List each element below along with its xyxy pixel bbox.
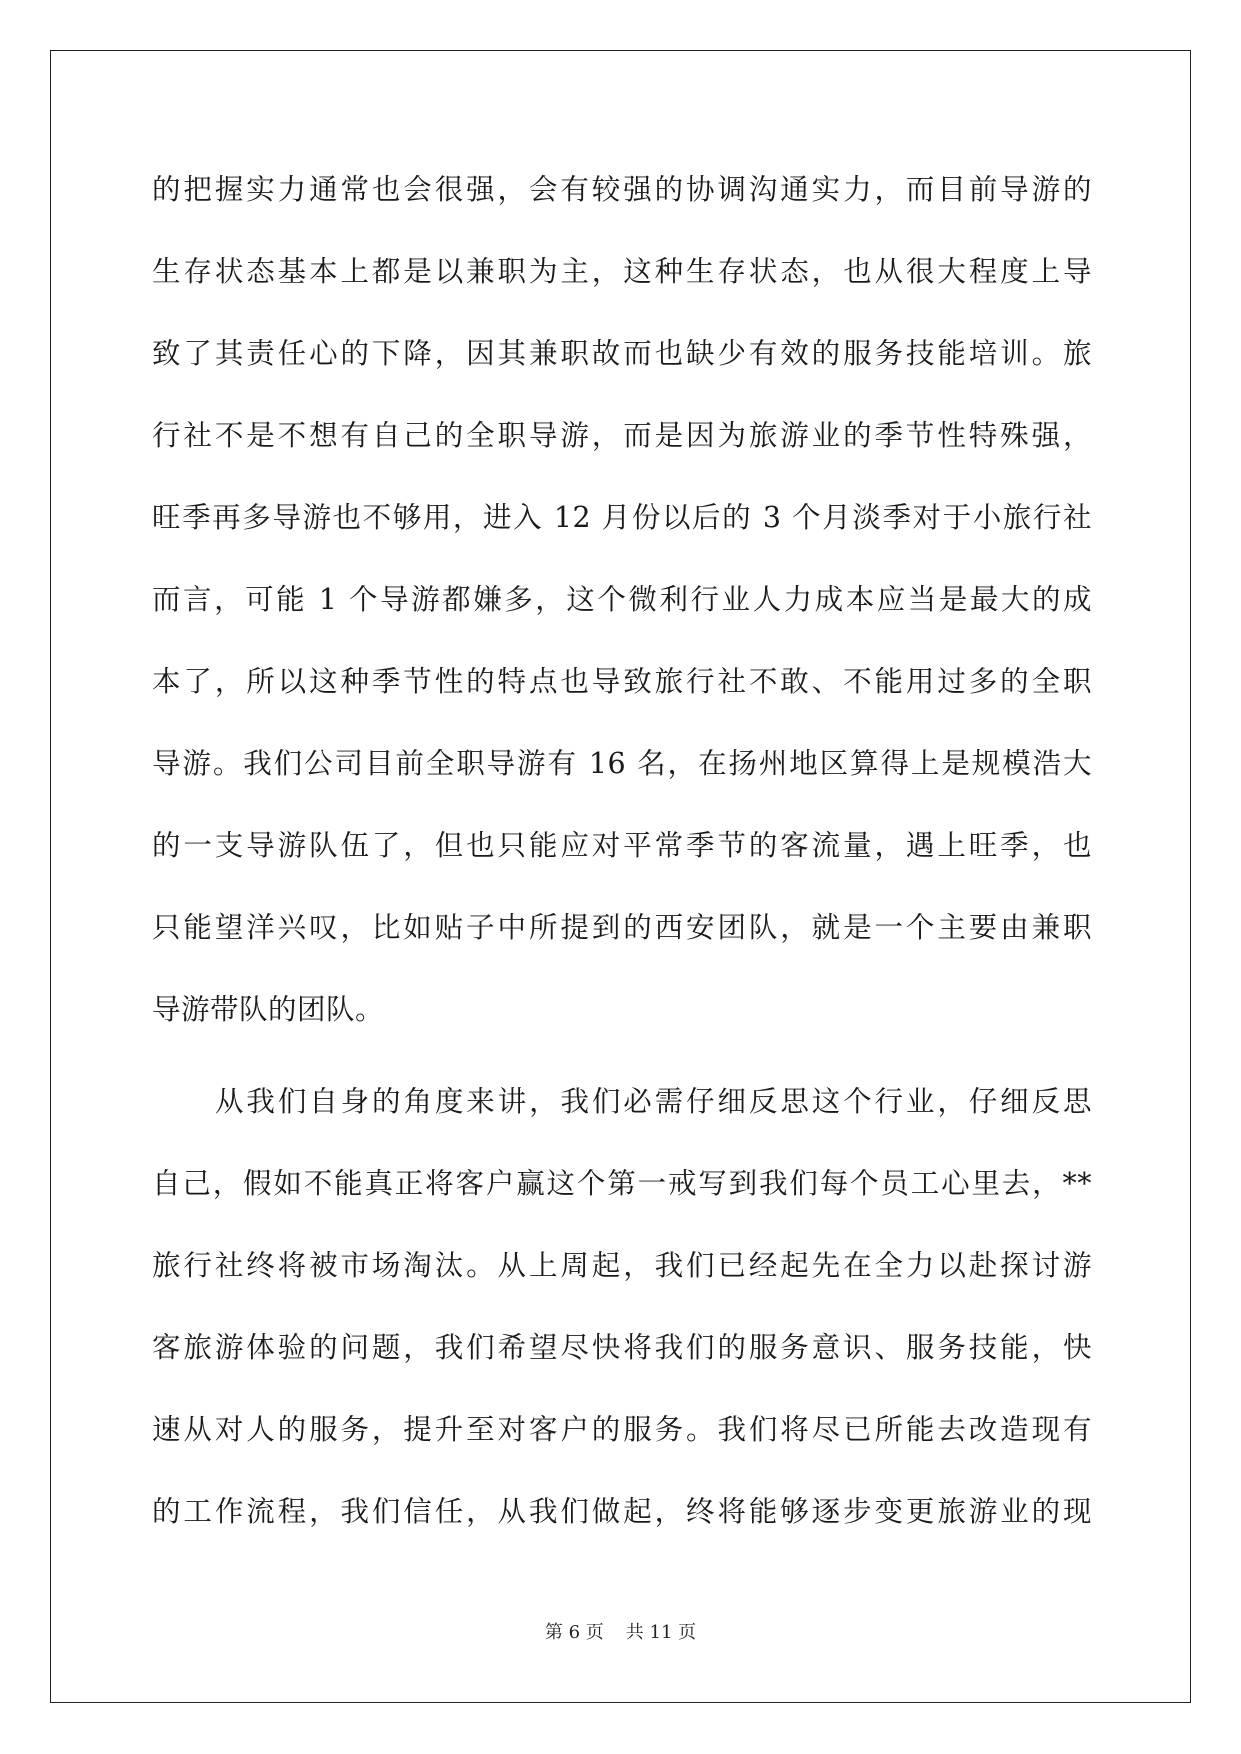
text-line: 旅行社终将被市场淘汰。从上周起，我们已经起先在全力以赴探讨游 [152,1249,1092,1282]
text-line: 只能望洋兴叹，比如贴子中所提到的西安团队，就是一个主要由兼职 [152,911,1092,944]
text-line: 的工作流程，我们信任，从我们做起，终将能够逐步变更旅游业的现 [152,1495,1092,1528]
text-line: 导游带队的团队。 [152,993,385,1026]
page-footer [0,1618,1241,1644]
text-line: 的一支导游队伍了，但也只能应对平常季节的客流量，遇上旺季，也 [152,829,1092,862]
text-line: 旺季再多导游也不够用，进入 12 月份以后的 3 个月淡季对于小旅行社 [152,501,1092,534]
text-line: 而言，可能 1 个导游都嫌多，这个微利行业人力成本应当是最大的成 [152,583,1092,616]
text-line: 的把握实力通常也会很强，会有较强的协调沟通实力，而目前导游的 [152,173,1092,206]
paragraph-2 [152,1068,1092,1560]
text-line: 行社不是不想有自己的全职导游，而是因为旅游业的季节性特殊强， [152,419,1092,452]
text-line: 速从对人的服务，提升至对客户的服务。我们将尽已所能去改造现有 [152,1413,1092,1446]
document-body [152,156,1092,1560]
text-line: 生存状态基本上都是以兼职为主，这种生存状态，也从很大程度上导 [152,255,1092,288]
text-line: 客旅游体验的问题，我们希望尽快将我们的服务意识、服务技能，快 [152,1331,1092,1364]
text-line: 自己，假如不能真正将客户赢这个第一戒写到我们每个员工心里去，** [152,1167,1092,1200]
paragraph-1 [152,156,1092,1058]
page-total: 共 11 页 [625,1622,697,1643]
page-number: 第 6 页 [544,1622,604,1643]
text-line: 致了其责任心的下降，因其兼职故而也缺少有效的服务技能培训。旅 [152,337,1092,370]
text-line: 本了，所以这种季节性的特点也导致旅行社不敢、不能用过多的全职 [152,665,1092,698]
text-line: 从我们自身的角度来讲，我们必需仔细反思这个行业，仔细反思 [215,1085,1092,1118]
text-line: 导游。我们公司目前全职导游有 16 名，在扬州地区算得上是规模浩大 [152,747,1092,780]
